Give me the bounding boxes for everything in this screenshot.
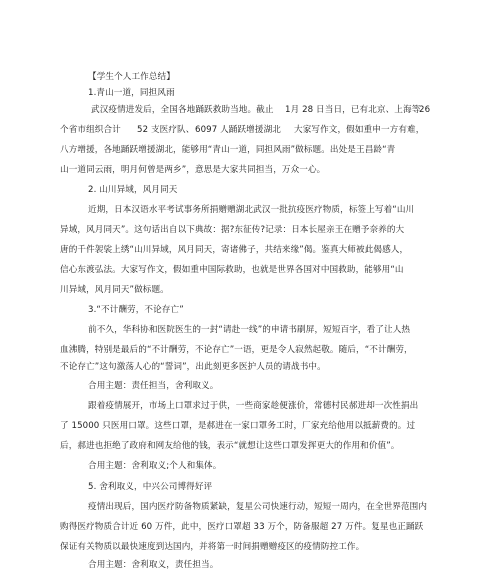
s1-line-1b: 1月 28 日当日，已有北京、上海等: [285, 105, 421, 115]
s2-line-1: 近期，日本汉语水平考试事务所捐赠赠湖北武汉一批抗疫医疗物质，标签上写着“山川: [88, 205, 415, 215]
s1-line-3: 八方增援，各地踊跃增援湖北，能够用“青山一道，同担风雨”做标题。出处是王昌龄“青: [60, 145, 396, 155]
s1-line-1c: 26: [419, 105, 431, 115]
s1-line-2c: 6097 人踊跃增援湖北: [195, 125, 281, 135]
s4-line-3: 后，郝进也拒绝了政府和网友给他的钱，表示“就想让这些口罩发挥更大的作用和价值”。: [60, 441, 400, 451]
s2-line-4: 信心东渡弘法。大家写作文，假如重申国际救助，也就是世界各国对中国救助，能够用“山: [60, 265, 404, 275]
s1-line-2d: 大家写作文，假如重申一方有难，: [294, 125, 425, 135]
section-1-heading: 1.青山一道，同担风雨: [88, 88, 175, 98]
s1-line-2a: 个省市组织合计: [60, 125, 121, 135]
s4-line-2: 了 15000 只医用口罩。这些口罩，是郝进在一家口罩务工时，厂家充给他用以抵薪费的。过: [60, 421, 416, 431]
s2-line-3: 唐的千件袈裟上绣“山川异域，风月同天，寄诸佛子，共结来缘”偈。鉴真大师被此偈感人，: [60, 245, 409, 255]
document-title: 【学生个人工作总结】: [88, 72, 175, 82]
section-3-heading: 3.“不计酬劳，不论存亡”: [88, 305, 184, 315]
s5-line-2: 购得医疗物质合计近 60 万件，此中，医疗口罩超 33 万个，防备服超 27 万件。复星也正踊跃: [60, 522, 424, 532]
s1-line-1a: 武汉疫情进发后，全国各地踊跃救助当地。截止: [91, 105, 274, 115]
s3-line-3: 不论存亡”这句激荡人心的“誓词”，出此刻更多医护人员的请战书中。: [60, 362, 326, 372]
s4-line-1: 跟着疫情展开，市场上口罩求过于供，一些商家趁便涨价，常德村民郝进却一次性捐出: [88, 401, 419, 411]
s5-topic: 合用主题：舍利取义，责任担当。: [88, 560, 219, 570]
s5-line-1: 疫情出现后，国内医疗防备物质紧缺，复星公司快速行动，短短一周内，在全世界范围内: [88, 502, 428, 512]
section-2-heading: 2. 山川异域，风月同天: [88, 185, 178, 195]
s3-line-1: 前不久，华科协和医院医生的一封“请赴一线”的申请书刷屏，短短百字，看了让人热: [88, 325, 411, 335]
s3-topic: 合用主题：责任担当，舍利取义。: [88, 381, 219, 391]
s1-line-4: 山一道同云雨，明月何曾是两乡”，意思是大家共同担当，万众一心。: [60, 165, 326, 175]
section-5-heading: 5. 舍利取义，中兴公司博得好评: [88, 482, 213, 492]
s3-line-2: 血沸腾，特别是最后的“不计酬劳，不论存亡”一语，更是令人寂然起敬。随后，“不计酬劳，: [60, 345, 413, 355]
s1-line-2b: 52 支医疗队、: [137, 125, 195, 135]
s4-topic: 合用主题：舍利取义;个人和集体。: [88, 461, 222, 471]
s2-line-2: 异域，风月同天”。这句话出自以下典故：据?东征传?记录：日本长屋亲王在赠予奈养的大: [60, 225, 405, 235]
s5-line-3: 保证有关物质以最快速度到达国内，并将第一时间捐赠赠疫区的疫情防控工作。: [60, 542, 365, 552]
s2-line-5: 川异域，风月同天”做标题。: [60, 285, 169, 295]
